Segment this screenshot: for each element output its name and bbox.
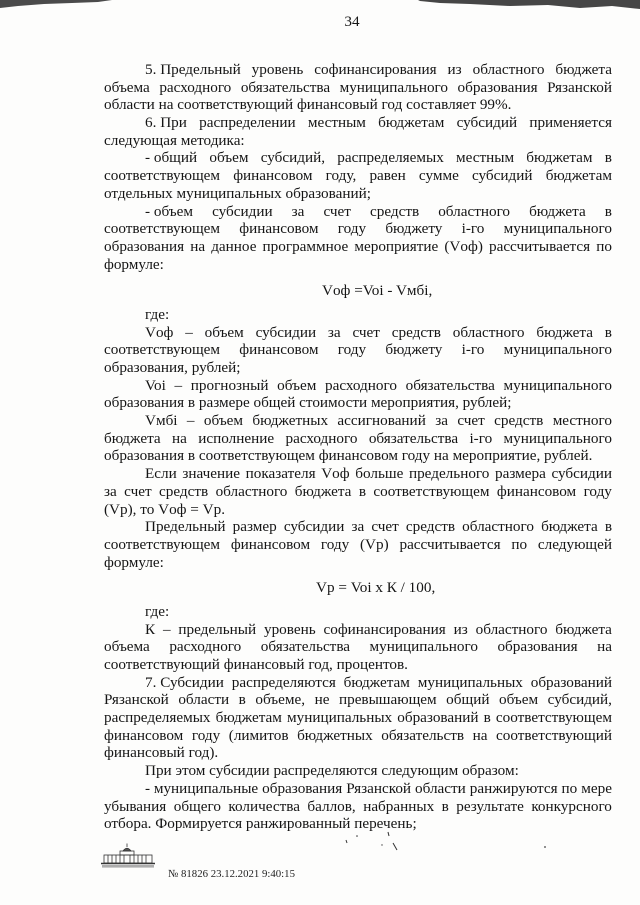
word: году xyxy=(583,482,612,500)
word: в xyxy=(358,482,367,500)
word: обязательства xyxy=(405,376,495,394)
word: рассчитывается xyxy=(399,535,501,553)
word: Предельный xyxy=(145,518,226,536)
word: объем xyxy=(209,149,249,167)
word: Vмбi xyxy=(145,412,178,430)
word: в xyxy=(604,202,612,220)
word: году xyxy=(320,535,350,553)
word: области xyxy=(415,779,466,797)
word: муниципального xyxy=(503,429,612,447)
text-line: формуле: xyxy=(104,553,164,571)
word: объем xyxy=(277,376,317,394)
word: финансовом xyxy=(496,482,577,500)
word: результате xyxy=(456,797,524,815)
word: объема xyxy=(104,638,150,656)
word: – xyxy=(174,376,183,394)
word: финансовом xyxy=(230,535,311,553)
speck xyxy=(393,843,397,850)
word: году, xyxy=(325,167,357,185)
word: на xyxy=(597,638,612,656)
word: соответствующем xyxy=(373,482,490,500)
word: области xyxy=(178,691,230,709)
scan-edge-artifact xyxy=(0,0,640,12)
word: субсидий xyxy=(472,167,533,185)
paragraph-distribution-intro xyxy=(104,762,612,780)
word: – xyxy=(185,323,193,341)
word: К xyxy=(145,620,156,638)
word: уровень xyxy=(251,61,304,78)
word: году xyxy=(337,341,367,359)
speck xyxy=(381,844,382,845)
word: муниципального xyxy=(369,638,478,656)
paragraph-item-7 xyxy=(104,674,612,762)
word: превышающем xyxy=(338,691,437,709)
word: i-го xyxy=(461,220,485,238)
word: распределяемых xyxy=(104,709,211,727)
word: субсидий, xyxy=(260,149,326,167)
word: областного xyxy=(215,482,288,500)
word: исполнение xyxy=(198,429,275,447)
word: мере xyxy=(581,779,612,797)
word: счет xyxy=(124,482,152,500)
word: финансовом xyxy=(104,726,184,744)
text-line xyxy=(104,79,612,97)
paragraph-definition-voi xyxy=(104,377,612,412)
word: размер xyxy=(232,518,277,536)
word: в xyxy=(604,149,612,167)
word: образований xyxy=(530,673,612,691)
word: обязательства xyxy=(240,78,331,96)
word: данное xyxy=(211,237,257,255)
word: объем xyxy=(204,323,244,341)
word: субсидии xyxy=(283,518,345,536)
word: муниципального xyxy=(503,220,612,238)
word: бюджетных xyxy=(252,412,329,430)
word: распределяемых xyxy=(337,149,444,167)
text-line: образования, рублей; xyxy=(104,359,241,376)
word: i-го xyxy=(461,341,485,359)
word: муниципального xyxy=(503,341,612,359)
text-line xyxy=(104,536,612,554)
registration-stamp: № 81826 23.12.2021 9:40:15 xyxy=(168,868,295,880)
page-number: 34 xyxy=(344,13,360,30)
emblem-drawing xyxy=(98,843,158,869)
speck xyxy=(346,840,347,843)
dome xyxy=(123,848,131,851)
columns xyxy=(108,855,146,863)
word: предельный xyxy=(178,620,257,638)
paragraph-definition-k xyxy=(104,621,612,674)
word: баллов, xyxy=(307,797,356,815)
central-block xyxy=(120,851,134,855)
word: муниципального xyxy=(339,78,448,96)
word: ассигнований xyxy=(337,412,426,430)
text-line xyxy=(104,691,612,709)
word: сумме xyxy=(418,167,459,185)
word: местного xyxy=(552,412,612,430)
word: Voi xyxy=(145,376,166,394)
word: Если xyxy=(145,465,177,483)
word: по xyxy=(596,237,612,255)
paragraph-definition-vmbi xyxy=(104,412,612,465)
facade xyxy=(104,855,152,863)
word: расходного xyxy=(285,429,358,447)
word: бюджетных xyxy=(297,726,373,744)
word: по xyxy=(561,779,578,797)
paragraph-definition-vof xyxy=(104,324,612,377)
text-line xyxy=(104,518,612,536)
word: бюджета xyxy=(529,202,586,220)
word: размера xyxy=(495,465,546,483)
word: мероприятие xyxy=(354,237,439,255)
word: бюджету xyxy=(385,341,443,359)
government-building-emblem-icon xyxy=(98,843,158,869)
word: ранжируются xyxy=(469,779,558,797)
word: счет xyxy=(352,323,380,341)
word: бюджета xyxy=(555,61,612,78)
word: рассчитывается xyxy=(488,237,591,255)
text-line xyxy=(104,709,612,727)
word: соответствующий xyxy=(496,726,612,744)
word: уровень xyxy=(263,620,316,638)
word: расходного xyxy=(159,78,232,96)
word: средств xyxy=(369,202,420,220)
word: (Vр) xyxy=(360,535,389,553)
word: по xyxy=(511,535,528,553)
word: – xyxy=(186,412,195,430)
word: соответствующем xyxy=(104,535,221,553)
word: бюджетам xyxy=(545,167,612,185)
word: - объем xyxy=(145,202,194,220)
text-line xyxy=(104,412,612,430)
text-line: При этом субсидии распределяются следующим образом: xyxy=(145,762,519,780)
text-line xyxy=(104,638,612,656)
word: больше xyxy=(355,465,404,483)
word: за xyxy=(435,412,448,430)
word: бюджета xyxy=(541,518,598,536)
word: соответствующем xyxy=(104,341,221,359)
word: общий xyxy=(446,691,490,709)
word: образования xyxy=(262,779,343,797)
word: счет xyxy=(457,412,485,430)
formula-subsidy: Vоф =Voi - Vмбi, xyxy=(322,282,433,300)
word: Рязанской xyxy=(104,691,169,709)
word: муниципальных xyxy=(417,673,523,691)
text-line xyxy=(104,430,612,448)
word: образования xyxy=(497,638,578,656)
word: в xyxy=(483,709,491,727)
text-line xyxy=(104,238,612,256)
speck xyxy=(388,832,389,836)
word: за xyxy=(104,482,117,500)
word: бюджету xyxy=(385,220,443,238)
text-line xyxy=(104,203,612,221)
text-line: формуле: xyxy=(104,255,164,273)
building-outline xyxy=(101,844,155,864)
word: на xyxy=(472,726,488,744)
formula-limit: Vр = Voi x К / 100, xyxy=(316,579,436,597)
word: обязательств xyxy=(381,726,465,744)
scan-streak-right xyxy=(418,0,640,9)
word: в xyxy=(604,518,612,536)
word: применяется xyxy=(529,114,612,132)
word: распределяются xyxy=(231,673,336,691)
text-line xyxy=(104,674,612,692)
text-line xyxy=(104,465,612,483)
word: – xyxy=(162,620,171,638)
word: следующей xyxy=(537,535,612,553)
word: бюджета xyxy=(536,323,593,341)
word: расходного xyxy=(325,376,397,394)
word: бюджета xyxy=(555,620,612,638)
word: бюджетам xyxy=(526,149,593,167)
word: 6. При xyxy=(145,114,187,132)
word: не xyxy=(314,691,330,709)
word: количества xyxy=(228,797,300,815)
text-line xyxy=(104,167,612,185)
word: распределении xyxy=(199,114,296,132)
word: средств xyxy=(159,482,209,500)
text-line: области на соответствующий финансовый год составляет 99%. xyxy=(104,96,512,114)
word: i-го xyxy=(469,429,493,447)
word: набранных xyxy=(363,797,435,815)
word: убывания xyxy=(104,797,167,815)
word: областного xyxy=(462,518,534,536)
speck xyxy=(356,835,358,837)
paragraph-item-6 xyxy=(104,114,612,149)
word: областного xyxy=(472,61,545,78)
word: показателя xyxy=(245,465,316,483)
word: 5. Предельный xyxy=(145,61,241,78)
text-line xyxy=(104,324,612,342)
word: счет xyxy=(323,202,351,220)
word: средств xyxy=(405,518,456,536)
word: Рязанской xyxy=(547,78,612,96)
text-line xyxy=(104,377,612,395)
where-label: где: xyxy=(145,305,170,323)
word: бюджетам xyxy=(343,673,410,691)
word: муниципальных xyxy=(287,709,393,727)
word: объем xyxy=(498,691,539,709)
word: субсидий xyxy=(456,114,518,132)
word: обязательства xyxy=(368,429,459,447)
word: обязательства xyxy=(260,638,351,656)
word: областного xyxy=(438,202,511,220)
word: софинансирования xyxy=(323,620,446,638)
word: из xyxy=(453,620,468,638)
word: на xyxy=(190,237,206,255)
text-line: соответствующий финансовый год, процентов. xyxy=(104,656,408,673)
word: общего xyxy=(173,797,221,815)
word: из xyxy=(447,61,462,78)
text-line xyxy=(104,220,612,238)
word: (лимитов xyxy=(228,726,289,744)
speck xyxy=(544,846,546,848)
word: Рязанской xyxy=(346,779,412,797)
word: муниципального xyxy=(503,376,612,394)
text-line: финансовый год). xyxy=(104,744,219,762)
word: местным xyxy=(456,149,515,167)
text-line: отбора. Формируется ранжированный перечень; xyxy=(104,815,417,833)
word: образования xyxy=(104,237,185,255)
word: софинансирования xyxy=(314,61,437,78)
word: программное xyxy=(262,237,349,255)
word: году xyxy=(191,726,221,744)
text-line: следующая методика: xyxy=(104,131,245,149)
word: за xyxy=(351,518,365,536)
word: году xyxy=(337,220,367,238)
word: областного xyxy=(475,620,548,638)
word: Vоф xyxy=(321,465,350,483)
word: в xyxy=(604,323,612,341)
word: финансовом xyxy=(239,341,319,359)
scan-specks xyxy=(330,825,560,860)
word: областного xyxy=(452,323,525,341)
text-line xyxy=(104,61,612,79)
emblem-strip xyxy=(102,865,154,868)
word: бюджетам xyxy=(215,709,282,727)
word: значение xyxy=(182,465,241,483)
text-line: (Vр), то Vоф = Vр. xyxy=(104,500,226,518)
word: соответствующем xyxy=(495,709,612,727)
word: субсидий, xyxy=(547,691,612,709)
word: равен xyxy=(369,167,406,185)
text-line xyxy=(104,341,612,359)
word: соответствующем xyxy=(104,220,221,238)
word: предельного xyxy=(408,465,490,483)
word: на xyxy=(172,429,187,447)
paragraph-method-subsidy xyxy=(104,203,612,274)
word: бюджета xyxy=(294,482,352,500)
scan-streak-left xyxy=(0,0,112,8)
word: объема xyxy=(104,78,150,96)
text-line xyxy=(104,114,612,132)
word: субсидии xyxy=(212,202,273,220)
word: субсидии xyxy=(255,323,317,341)
word: за xyxy=(327,323,341,341)
text-line: отдельных муниципальных образований; xyxy=(104,184,371,202)
word: соответствующем xyxy=(104,167,221,185)
word: бюджетам xyxy=(378,114,445,132)
word: прогнозный xyxy=(190,376,269,394)
where-label: где: xyxy=(145,602,170,620)
word: конкурсного xyxy=(531,797,612,815)
text-line: образования в размере общей стоимости мероприятия, рублей; xyxy=(104,394,512,412)
text-line xyxy=(104,798,612,816)
document-body xyxy=(104,61,612,833)
word: образования xyxy=(457,78,538,96)
word: за xyxy=(291,202,305,220)
word: расходного xyxy=(169,638,242,656)
word: объем xyxy=(203,412,244,430)
text-line xyxy=(104,727,612,745)
word: средств xyxy=(391,323,441,341)
word: (Vоф) xyxy=(444,237,483,255)
text-line xyxy=(104,149,612,167)
word: объеме, xyxy=(255,691,306,709)
word: субсидии xyxy=(551,465,612,483)
word: в xyxy=(238,691,246,709)
word: бюджета xyxy=(104,429,161,447)
word: образований xyxy=(397,709,479,727)
word: 7. Субсидии xyxy=(145,673,224,691)
text-line xyxy=(104,483,612,501)
word: местным xyxy=(307,114,366,132)
paragraph-condition xyxy=(104,465,612,518)
word: - общий xyxy=(145,149,198,167)
word: - муниципальные xyxy=(145,779,259,797)
paragraph-limit xyxy=(104,518,612,571)
paragraph-method-total xyxy=(104,149,612,202)
word: финансовом xyxy=(233,167,313,185)
word: в xyxy=(441,797,449,815)
word: финансовом xyxy=(239,220,319,238)
text-line xyxy=(104,621,612,639)
text-line xyxy=(104,780,612,798)
word: средств xyxy=(494,412,544,430)
word: Vоф xyxy=(145,323,174,341)
word: счет xyxy=(371,518,399,536)
text-line: образования в соответствующем финансовом году на мероприятие, рублей. xyxy=(104,447,593,465)
paragraph-item-5 xyxy=(104,61,612,114)
